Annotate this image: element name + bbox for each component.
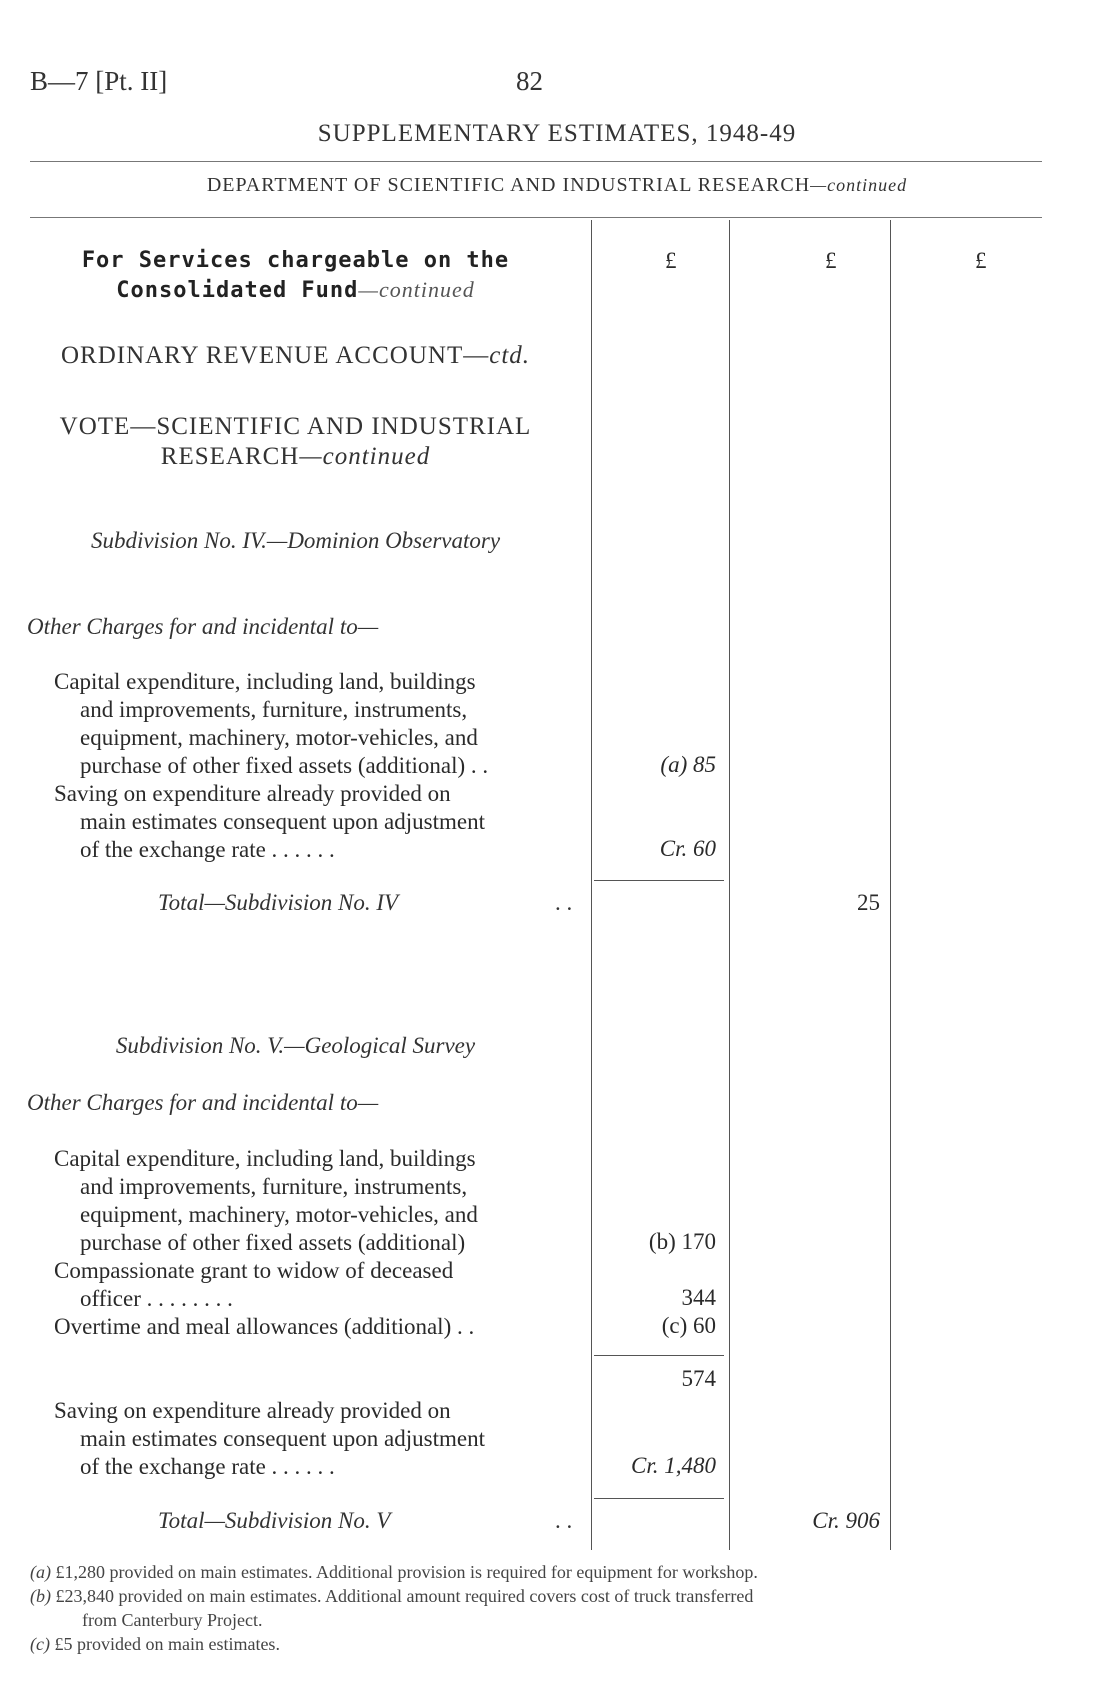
column-header-1: £ bbox=[665, 248, 677, 273]
column-rule-1 bbox=[591, 220, 592, 1550]
subdivision-iv-total-value: 25 bbox=[857, 890, 880, 915]
page-number: 82 bbox=[516, 66, 543, 96]
page-title: SUPPLEMENTARY ESTIMATES, 1948-49 bbox=[317, 120, 797, 147]
vote-heading bbox=[0, 412, 591, 472]
footnote-c-mark: (c) bbox=[30, 1634, 50, 1654]
subdivision-v-total-rule bbox=[594, 1498, 724, 1499]
subdivision-iv-saving-value: Cr. 60 bbox=[659, 836, 716, 861]
subdivision-v-capital-expenditure: Capital expenditure, including land, buildings and improvements, furniture, instruments, equipment, machinery, motor-vehicles, and purchase of other fixed assets (additional) bbox=[54, 1146, 478, 1255]
column-header-2: £ bbox=[825, 248, 837, 273]
subdivision-v-total-value: Cr. 906 bbox=[812, 1508, 880, 1533]
column-header-3: £ bbox=[975, 248, 987, 273]
subdivision-iv-capital-expenditure: Capital expenditure, including land, buildings and improvements, furniture, instruments, equipment, machinery, motor-vehicles, and purchase of other fixed assets (additional) . . bbox=[54, 669, 489, 778]
subdivision-iv-total-dots: . . bbox=[555, 890, 573, 915]
footnote-a-text: £1,280 provided on main estimates. Additional provision is required for equipment for workshop. bbox=[55, 1562, 758, 1582]
account-heading: ORDINARY REVENUE ACCOUNT—ctd. bbox=[60, 342, 531, 369]
vote-heading-line1: VOTE—SCIENTIFIC AND INDUSTRIAL bbox=[59, 413, 532, 440]
subdivision-v-overtime: Overtime and meal allowances (additional) . . bbox=[54, 1314, 475, 1339]
vote-heading-line2: RESEARCH—continued bbox=[160, 443, 431, 470]
department-name: DEPARTMENT OF SCIENTIFIC AND INDUSTRIAL RESEARCH bbox=[206, 174, 811, 196]
footnote-c-text: £5 provided on main estimates. bbox=[54, 1634, 280, 1654]
department-rule bbox=[30, 217, 1042, 218]
footnote-b-continued bbox=[82, 1610, 262, 1631]
section-heading-line2: Consolidated Fund—continued bbox=[116, 277, 475, 303]
subdivision-v-capital-value: (b) 170 bbox=[648, 1229, 716, 1254]
footnote-c bbox=[30, 1634, 280, 1655]
footnote-a bbox=[30, 1562, 758, 1583]
department-heading bbox=[0, 174, 1114, 197]
section-heading bbox=[0, 246, 591, 305]
subdivision-iv-capital-value: (a) 85 bbox=[660, 752, 716, 777]
subdivision-v-other-charges: Other Charges for and incidental to— bbox=[27, 1090, 379, 1115]
footnote-b-text: £23,840 provided on main estimates. Additional amount required covers cost of truck transferred bbox=[55, 1586, 754, 1606]
subdivision-v-subtotal: 574 bbox=[681, 1366, 716, 1391]
subdivision-iv-other-charges: Other Charges for and incidental to— bbox=[27, 614, 379, 639]
subdivision-v-saving: Saving on expenditure already provided on main estimates consequent upon adjustment of the exchange rate . . . . . . bbox=[54, 1398, 485, 1479]
column-rule-2 bbox=[729, 220, 730, 1550]
footnote-a-mark: (a) bbox=[30, 1562, 51, 1582]
subdivision-iv-total-rule bbox=[594, 880, 724, 881]
title-rule bbox=[30, 161, 1042, 162]
subdivision-iv-total-label: Total—Subdivision No. IV bbox=[158, 890, 399, 915]
subdivision-iv-title: Subdivision No. IV.—Dominion Observatory bbox=[90, 528, 501, 553]
department-continued: —continued bbox=[810, 175, 908, 195]
subdivision-iv-saving: Saving on expenditure already provided on main estimates consequent upon adjustment of the exchange rate . . . . . . bbox=[54, 781, 485, 862]
footnote-b-mark: (b) bbox=[30, 1586, 51, 1606]
footnote-b bbox=[30, 1586, 753, 1607]
subdivision-v-total-label: Total—Subdivision No. V bbox=[158, 1508, 391, 1533]
footnote-b-continued-text: from Canterbury Project. bbox=[82, 1610, 263, 1630]
subdivision-v-saving-value: Cr. 1,480 bbox=[631, 1453, 716, 1478]
section-heading-line1: For Services chargeable on the bbox=[81, 248, 510, 273]
subdivision-v-title: Subdivision No. V.—Geological Survey bbox=[115, 1033, 476, 1058]
page-ref: B—7 [Pt. II] bbox=[30, 66, 168, 96]
subdivision-v-compassionate-value: 344 bbox=[681, 1285, 716, 1310]
subdivision-v-overtime-value: (c) 60 bbox=[661, 1313, 716, 1338]
column-rule-3 bbox=[890, 220, 891, 1550]
subdivision-v-compassionate-grant: Compassionate grant to widow of deceased officer . . . . . . . . bbox=[54, 1258, 454, 1311]
subdivision-v-subtotal-rule bbox=[594, 1355, 724, 1356]
subdivision-v-total-dots: . . bbox=[555, 1508, 573, 1533]
